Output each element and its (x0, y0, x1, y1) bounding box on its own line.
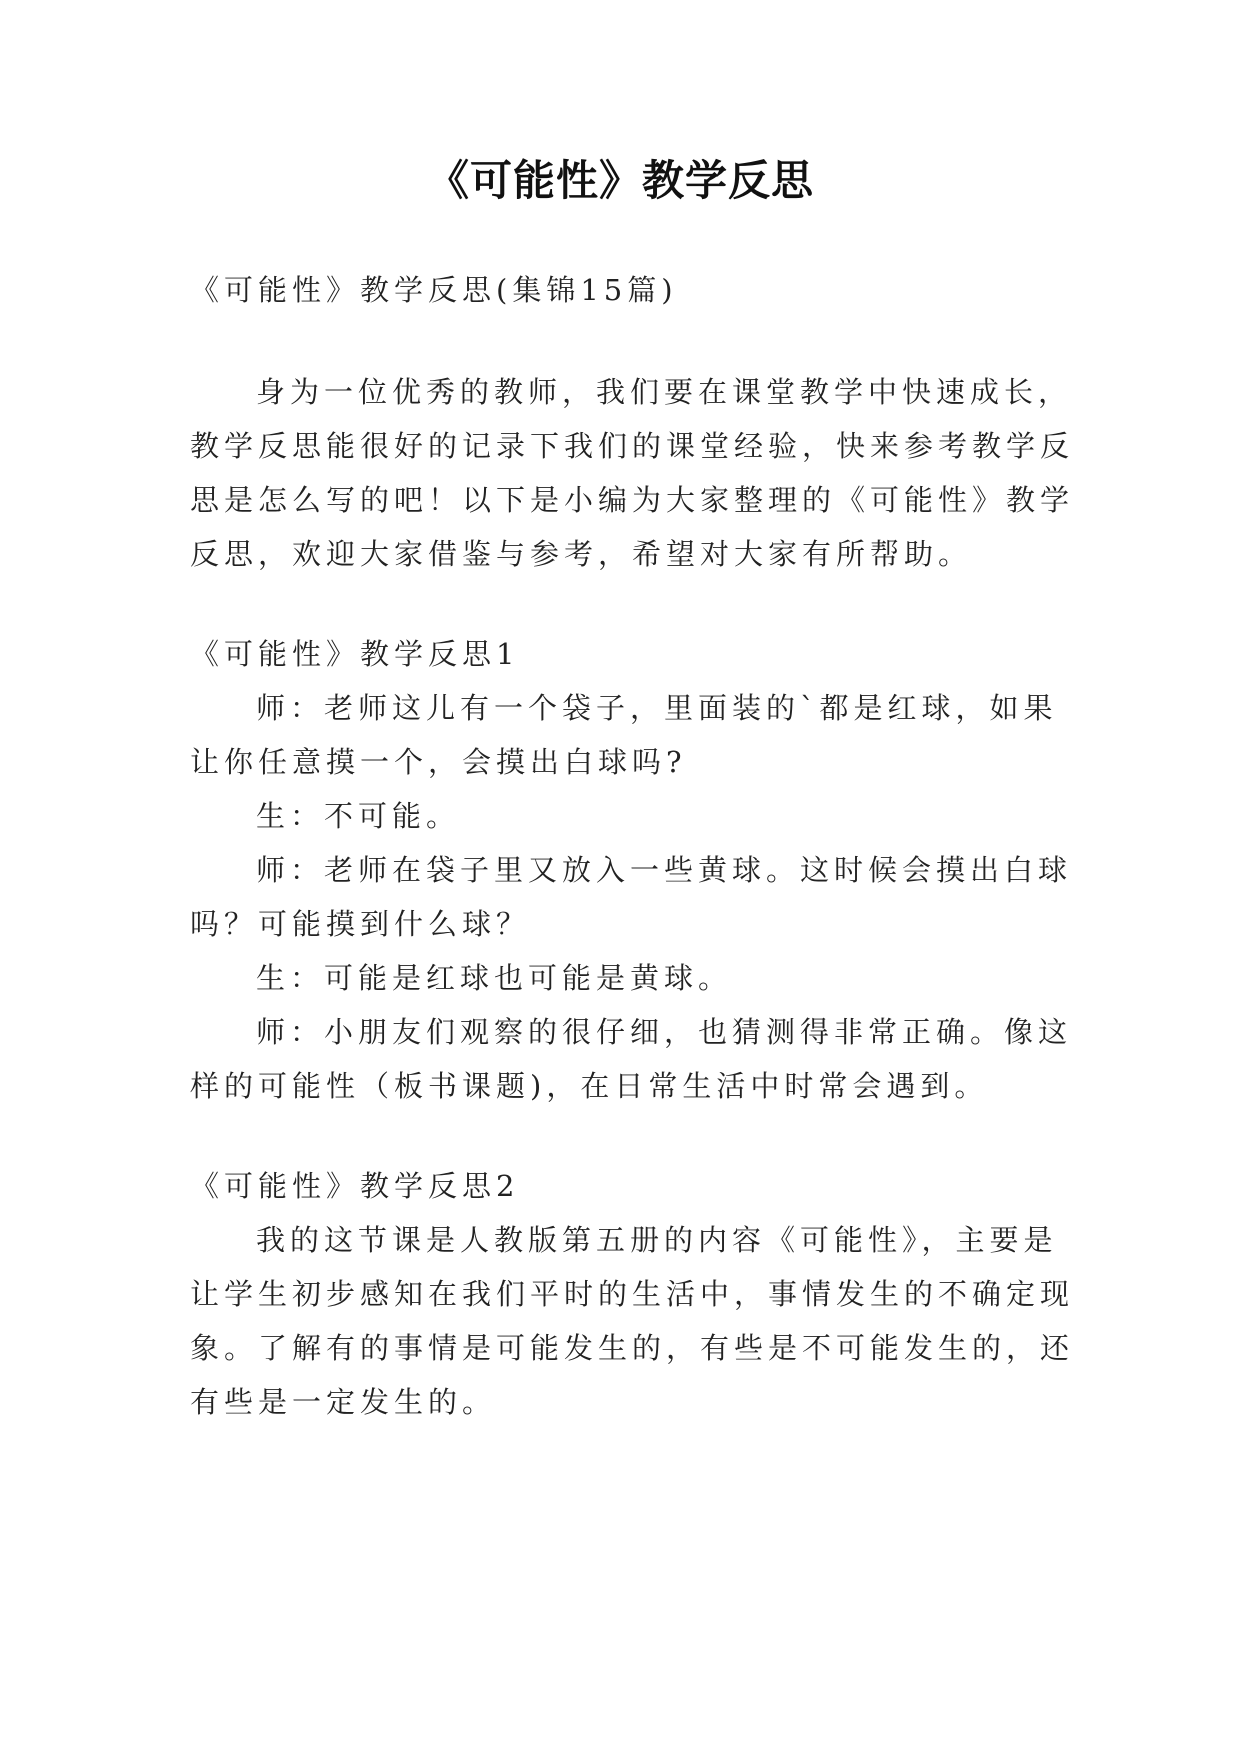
paragraph-line: 象。了解有的事情是可能发生的，有些是不可能发生的，还 (190, 1331, 1075, 1365)
section-heading: 《可能性》教学反思1 (190, 637, 520, 671)
paragraph-line: 让学生初步感知在我们平时的生活中，事情发生的不确定现 (190, 1277, 1075, 1311)
document-title: 《可能性》教学反思 (426, 156, 814, 205)
dialogue-line: 让你任意摸一个，会摸出白球吗? (190, 745, 687, 779)
dialogue-line: 样的可能性（板书课题)，在日常生活中时常会遇到。 (190, 1069, 989, 1103)
intro-line: 反思，欢迎大家借鉴与参考，希望对大家有所帮助。 (190, 537, 973, 571)
document-subtitle: 《可能性》教学反思(集锦15篇) (190, 273, 678, 307)
dialogue-line: 吗？可能摸到什么球？ (190, 907, 531, 941)
section-heading: 《可能性》教学反思2 (190, 1169, 520, 1203)
dialogue-line: 师：小朋友们观察的很仔细，也猜测得非常正确。像这 (256, 1015, 1073, 1049)
paragraph-line: 我的这节课是人教版第五册的内容《可能性》，主要是 (256, 1223, 1058, 1257)
intro-line: 教学反思能很好的记录下我们的课堂经验，快来参考教学反 (190, 429, 1075, 463)
dialogue-line: 生：不可能。 (256, 799, 461, 833)
paragraph-line: 有些是一定发生的。 (190, 1385, 497, 1419)
dialogue-line: 师：老师这儿有一个袋子，里面装的`都是红球，如果 (256, 691, 1058, 725)
dialogue-line: 师：老师在袋子里又放入一些黄球。这时候会摸出白球 (256, 853, 1073, 887)
intro-line: 思是怎么写的吧！以下是小编为大家整理的《可能性》教学 (190, 483, 1075, 517)
dialogue-line: 生：可能是红球也可能是黄球。 (256, 961, 733, 995)
intro-line: 身为一位优秀的教师，我们要在课堂教学中快速成长， (256, 375, 1073, 409)
